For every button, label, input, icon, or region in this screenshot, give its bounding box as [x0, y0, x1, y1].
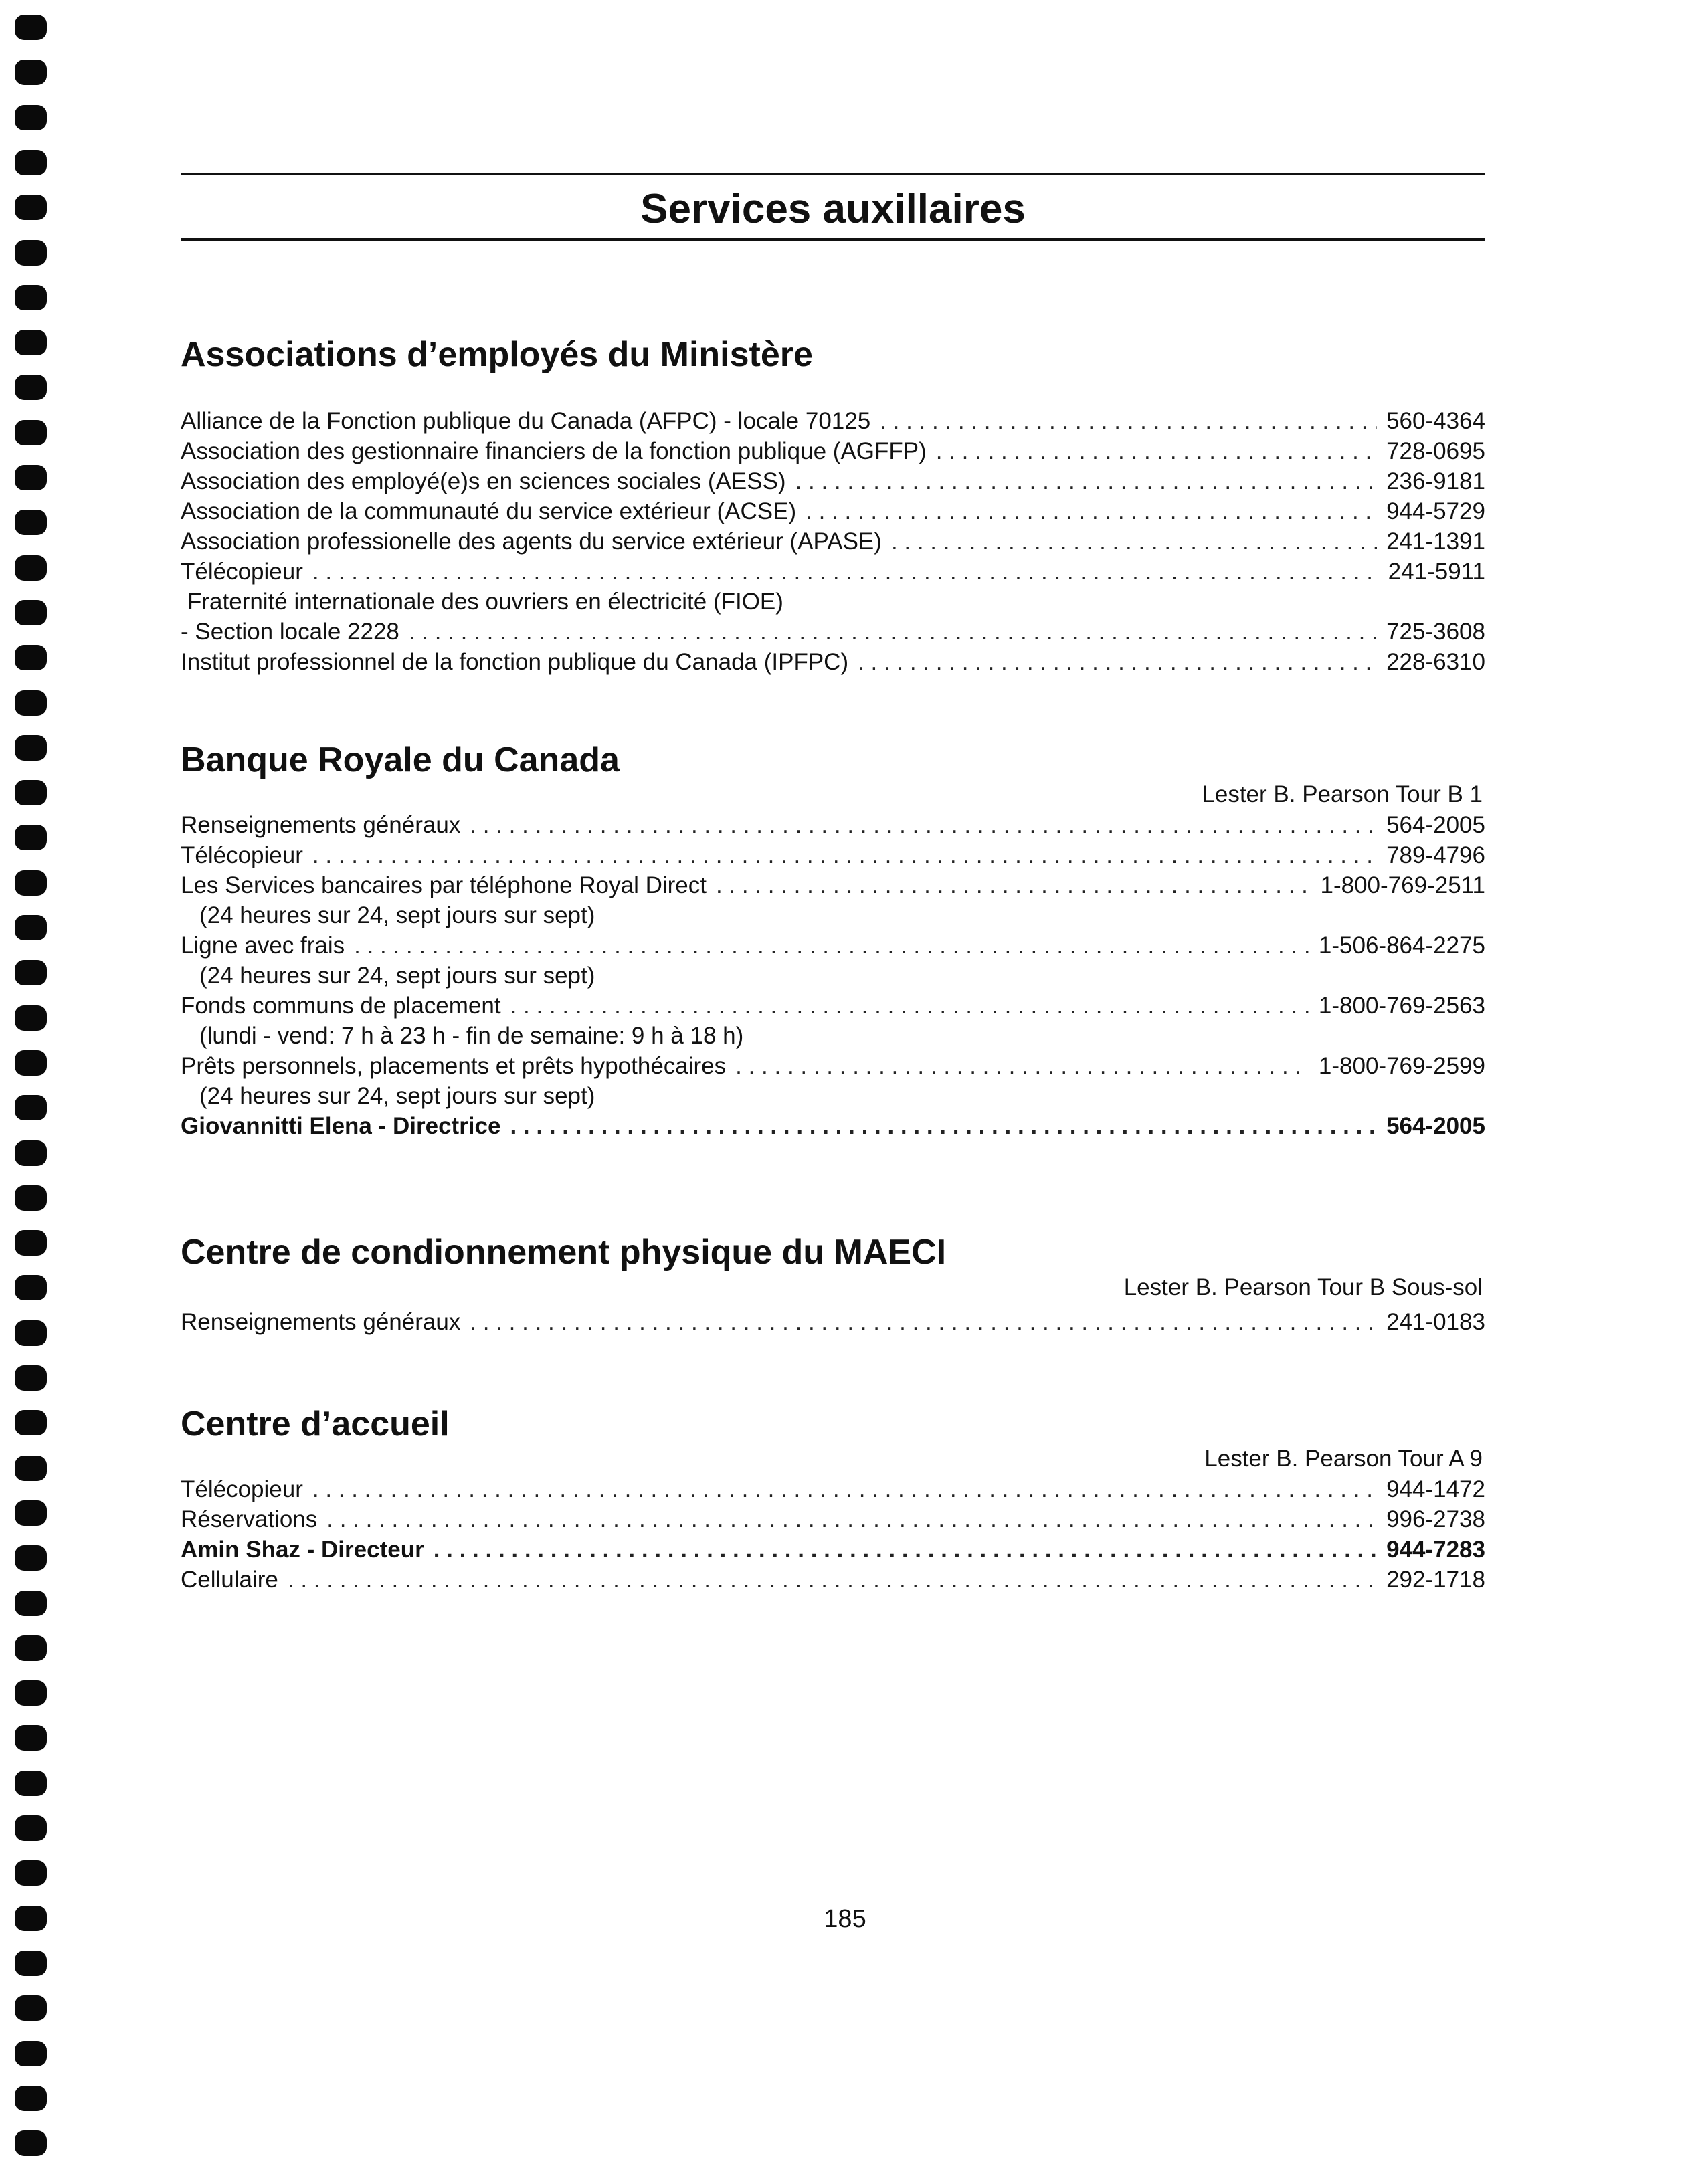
directory-entry [181, 1504, 1485, 1534]
binding-hole [15, 1995, 47, 2021]
directory-entry [181, 466, 1485, 496]
phone-number: 944-7283 [1386, 1536, 1485, 1563]
directory-entry [181, 617, 1485, 647]
entry-label: Association des gestionnaire financiers de la fonction publique (AGFFP) [181, 438, 927, 465]
directory-entry [181, 870, 1485, 900]
binding-holes [15, 15, 50, 2175]
binding-hole [15, 15, 47, 40]
dot-leader [716, 870, 1311, 900]
binding-hole [15, 1050, 47, 1076]
binding-hole [15, 690, 47, 716]
dot-leader [936, 436, 1377, 466]
directory-list [181, 406, 1485, 677]
entry-label: Amin Shaz - Directeur [181, 1536, 424, 1563]
binding-hole [15, 1365, 47, 1391]
dot-leader [434, 1534, 1377, 1565]
entry-label: Association des employé(e)s en sciences sociales (AESS) [181, 468, 786, 495]
section-location: Lester B. Pearson Tour A 9 [1204, 1445, 1483, 1472]
section-title: Centre de condionnement physique du MAECI [181, 1233, 947, 1272]
binding-hole [15, 105, 47, 130]
binding-hole [15, 1860, 47, 1886]
entry-note: (24 heures sur 24, sept jours sur sept) [199, 963, 595, 989]
directory-list [181, 1474, 1485, 1595]
binding-hole [15, 1635, 47, 1661]
phone-number: 241-0183 [1386, 1308, 1485, 1335]
section-title: Centre d’accueil [181, 1404, 450, 1444]
binding-hole [15, 1951, 47, 1976]
section [181, 336, 1485, 677]
entry-label: Les Services bancaires par téléphone Royal Direct [181, 872, 707, 899]
binding-hole [15, 1185, 47, 1211]
binding-hole [15, 285, 47, 310]
binding-hole [15, 1725, 47, 1751]
dot-leader [891, 526, 1377, 557]
section-title: Banque Royale du Canada [181, 740, 620, 780]
dot-leader [470, 810, 1377, 840]
phone-number: 564-2005 [1386, 1113, 1485, 1140]
entry-label: Prêts personnels, placements et prêts hypothécaires [181, 1053, 727, 1080]
phone-number: 241-1391 [1386, 528, 1485, 555]
dot-leader [312, 557, 1379, 587]
binding-hole [15, 960, 47, 985]
dot-leader [735, 1051, 1309, 1081]
directory-entry [181, 991, 1485, 1021]
binding-hole [15, 510, 47, 535]
dot-leader [806, 496, 1377, 526]
directory-entry [181, 557, 1485, 587]
dot-leader [510, 991, 1309, 1021]
phone-number: 241-5911 [1388, 559, 1485, 585]
phone-number: 725-3608 [1386, 619, 1485, 646]
phone-number: 944-1472 [1386, 1476, 1485, 1502]
entry-note: (24 heures sur 24, sept jours sur sept) [199, 1083, 595, 1110]
directory-entry [181, 496, 1485, 526]
directory-entry [181, 1474, 1485, 1504]
directory-entry [181, 1051, 1485, 1081]
phone-number: 1-800-769-2563 [1318, 993, 1485, 1019]
title-underline [181, 238, 1485, 241]
binding-hole [15, 1815, 47, 1841]
section-location: Lester B. Pearson Tour B Sous-sol [1123, 1274, 1483, 1300]
section-title: Associations d’employés du Ministère [181, 335, 813, 374]
binding-hole [15, 1771, 47, 1796]
dot-leader [312, 1474, 1377, 1504]
sections-container [181, 336, 1485, 1595]
binding-hole [15, 2041, 47, 2066]
section-location: Lester B. Pearson Tour B 1 [1202, 781, 1483, 808]
phone-number: 228-6310 [1386, 649, 1485, 676]
binding-hole [15, 240, 47, 266]
entry-label: Fonds communs de placement [181, 993, 501, 1019]
phone-number: 944-5729 [1386, 498, 1485, 525]
binding-hole [15, 780, 47, 805]
directory-entry [181, 406, 1485, 436]
page-content [181, 173, 1485, 1595]
directory-entry [181, 1565, 1485, 1595]
dot-leader [409, 617, 1377, 647]
binding-hole [15, 150, 47, 175]
entry-label: Cellulaire [181, 1566, 278, 1593]
phone-number: 728-0695 [1386, 438, 1485, 465]
binding-hole [15, 1320, 47, 1346]
dot-leader [858, 647, 1377, 677]
binding-hole [15, 420, 47, 445]
dot-leader [326, 1504, 1377, 1534]
dot-leader [288, 1565, 1377, 1595]
directory-list [181, 810, 1485, 1141]
binding-hole [15, 1140, 47, 1166]
section [181, 1405, 1485, 1595]
binding-hole [15, 1095, 47, 1120]
phone-number: 560-4364 [1386, 408, 1485, 435]
dot-leader [880, 406, 1377, 436]
binding-hole [15, 60, 47, 85]
entry-label: Alliance de la Fonction publique du Canada (AFPC) - locale 70125 [181, 408, 871, 435]
binding-hole [15, 870, 47, 896]
directory-entry [181, 647, 1485, 677]
binding-hole [15, 375, 47, 400]
phone-number: 1-506-864-2275 [1318, 932, 1485, 959]
binding-hole [15, 330, 47, 355]
binding-hole [15, 1545, 47, 1571]
dot-leader [354, 930, 1309, 961]
dot-leader [510, 1111, 1377, 1141]
page-title: Services auxillaires [640, 186, 1026, 232]
dot-leader [795, 466, 1378, 496]
directory-entry [181, 436, 1485, 466]
binding-hole [15, 645, 47, 670]
binding-hole [15, 555, 47, 581]
entry-label: Renseignements généraux [181, 1308, 461, 1335]
entry-label: Télécopieur [181, 1476, 303, 1502]
directory-list [181, 1307, 1485, 1337]
phone-number: 1-800-769-2599 [1318, 1053, 1485, 1080]
binding-hole [15, 1500, 47, 1526]
entry-label: Renseignements généraux [181, 812, 461, 839]
entry-label: Télécopieur [181, 842, 303, 869]
phone-number: 292-1718 [1386, 1566, 1485, 1593]
entry-note: (24 heures sur 24, sept jours sur sept) [199, 902, 595, 929]
entry-label: Télécopieur [181, 559, 303, 585]
binding-hole [15, 1005, 47, 1031]
binding-hole [15, 2086, 47, 2111]
binding-hole [15, 915, 47, 940]
section [181, 741, 1485, 1141]
entry-label: - Section locale 2228 [181, 619, 399, 646]
directory-entry [181, 810, 1485, 840]
entry-label: Association professionelle des agents du service extérieur (APASE) [181, 528, 882, 555]
entry-label: Ligne avec frais [181, 932, 345, 959]
directory-entry [181, 1307, 1485, 1337]
dot-leader [312, 840, 1377, 870]
entry-note: (lundi - vend: 7 h à 23 h - fin de semaine: 9 h à 18 h) [199, 1023, 744, 1050]
phone-number: 996-2738 [1386, 1506, 1485, 1532]
binding-hole [15, 735, 47, 761]
directory-entry [181, 1111, 1485, 1141]
entry-label: Giovannitti Elena - Directrice [181, 1113, 501, 1140]
directory-entry [181, 840, 1485, 870]
binding-hole [15, 1410, 47, 1435]
dot-leader [470, 1307, 1377, 1337]
entry-label: Institut professionnel de la fonction publique du Canada (IPFPC) [181, 649, 849, 676]
entry-heading: Fraternité internationale des ouvriers en électricité (FIOE) [187, 589, 783, 615]
directory-entry [181, 526, 1485, 557]
entry-label: Association de la communauté du service extérieur (ACSE) [181, 498, 797, 525]
page-number: 185 [824, 1905, 866, 1933]
directory-entry [181, 1534, 1485, 1565]
phone-number: 236-9181 [1386, 468, 1485, 495]
binding-hole [15, 1680, 47, 1706]
binding-hole [15, 1275, 47, 1300]
binding-hole [15, 195, 47, 220]
section [181, 1233, 1485, 1336]
binding-hole [15, 1591, 47, 1616]
phone-number: 564-2005 [1386, 812, 1485, 839]
binding-hole [15, 465, 47, 490]
phone-number: 789-4796 [1386, 842, 1485, 869]
binding-hole [15, 1456, 47, 1481]
binding-hole [15, 1230, 47, 1256]
binding-hole [15, 600, 47, 625]
phone-number: 1-800-769-2511 [1320, 872, 1485, 899]
binding-hole [15, 825, 47, 850]
binding-hole [15, 2130, 47, 2156]
entry-label: Réservations [181, 1506, 318, 1532]
directory-entry [181, 930, 1485, 961]
